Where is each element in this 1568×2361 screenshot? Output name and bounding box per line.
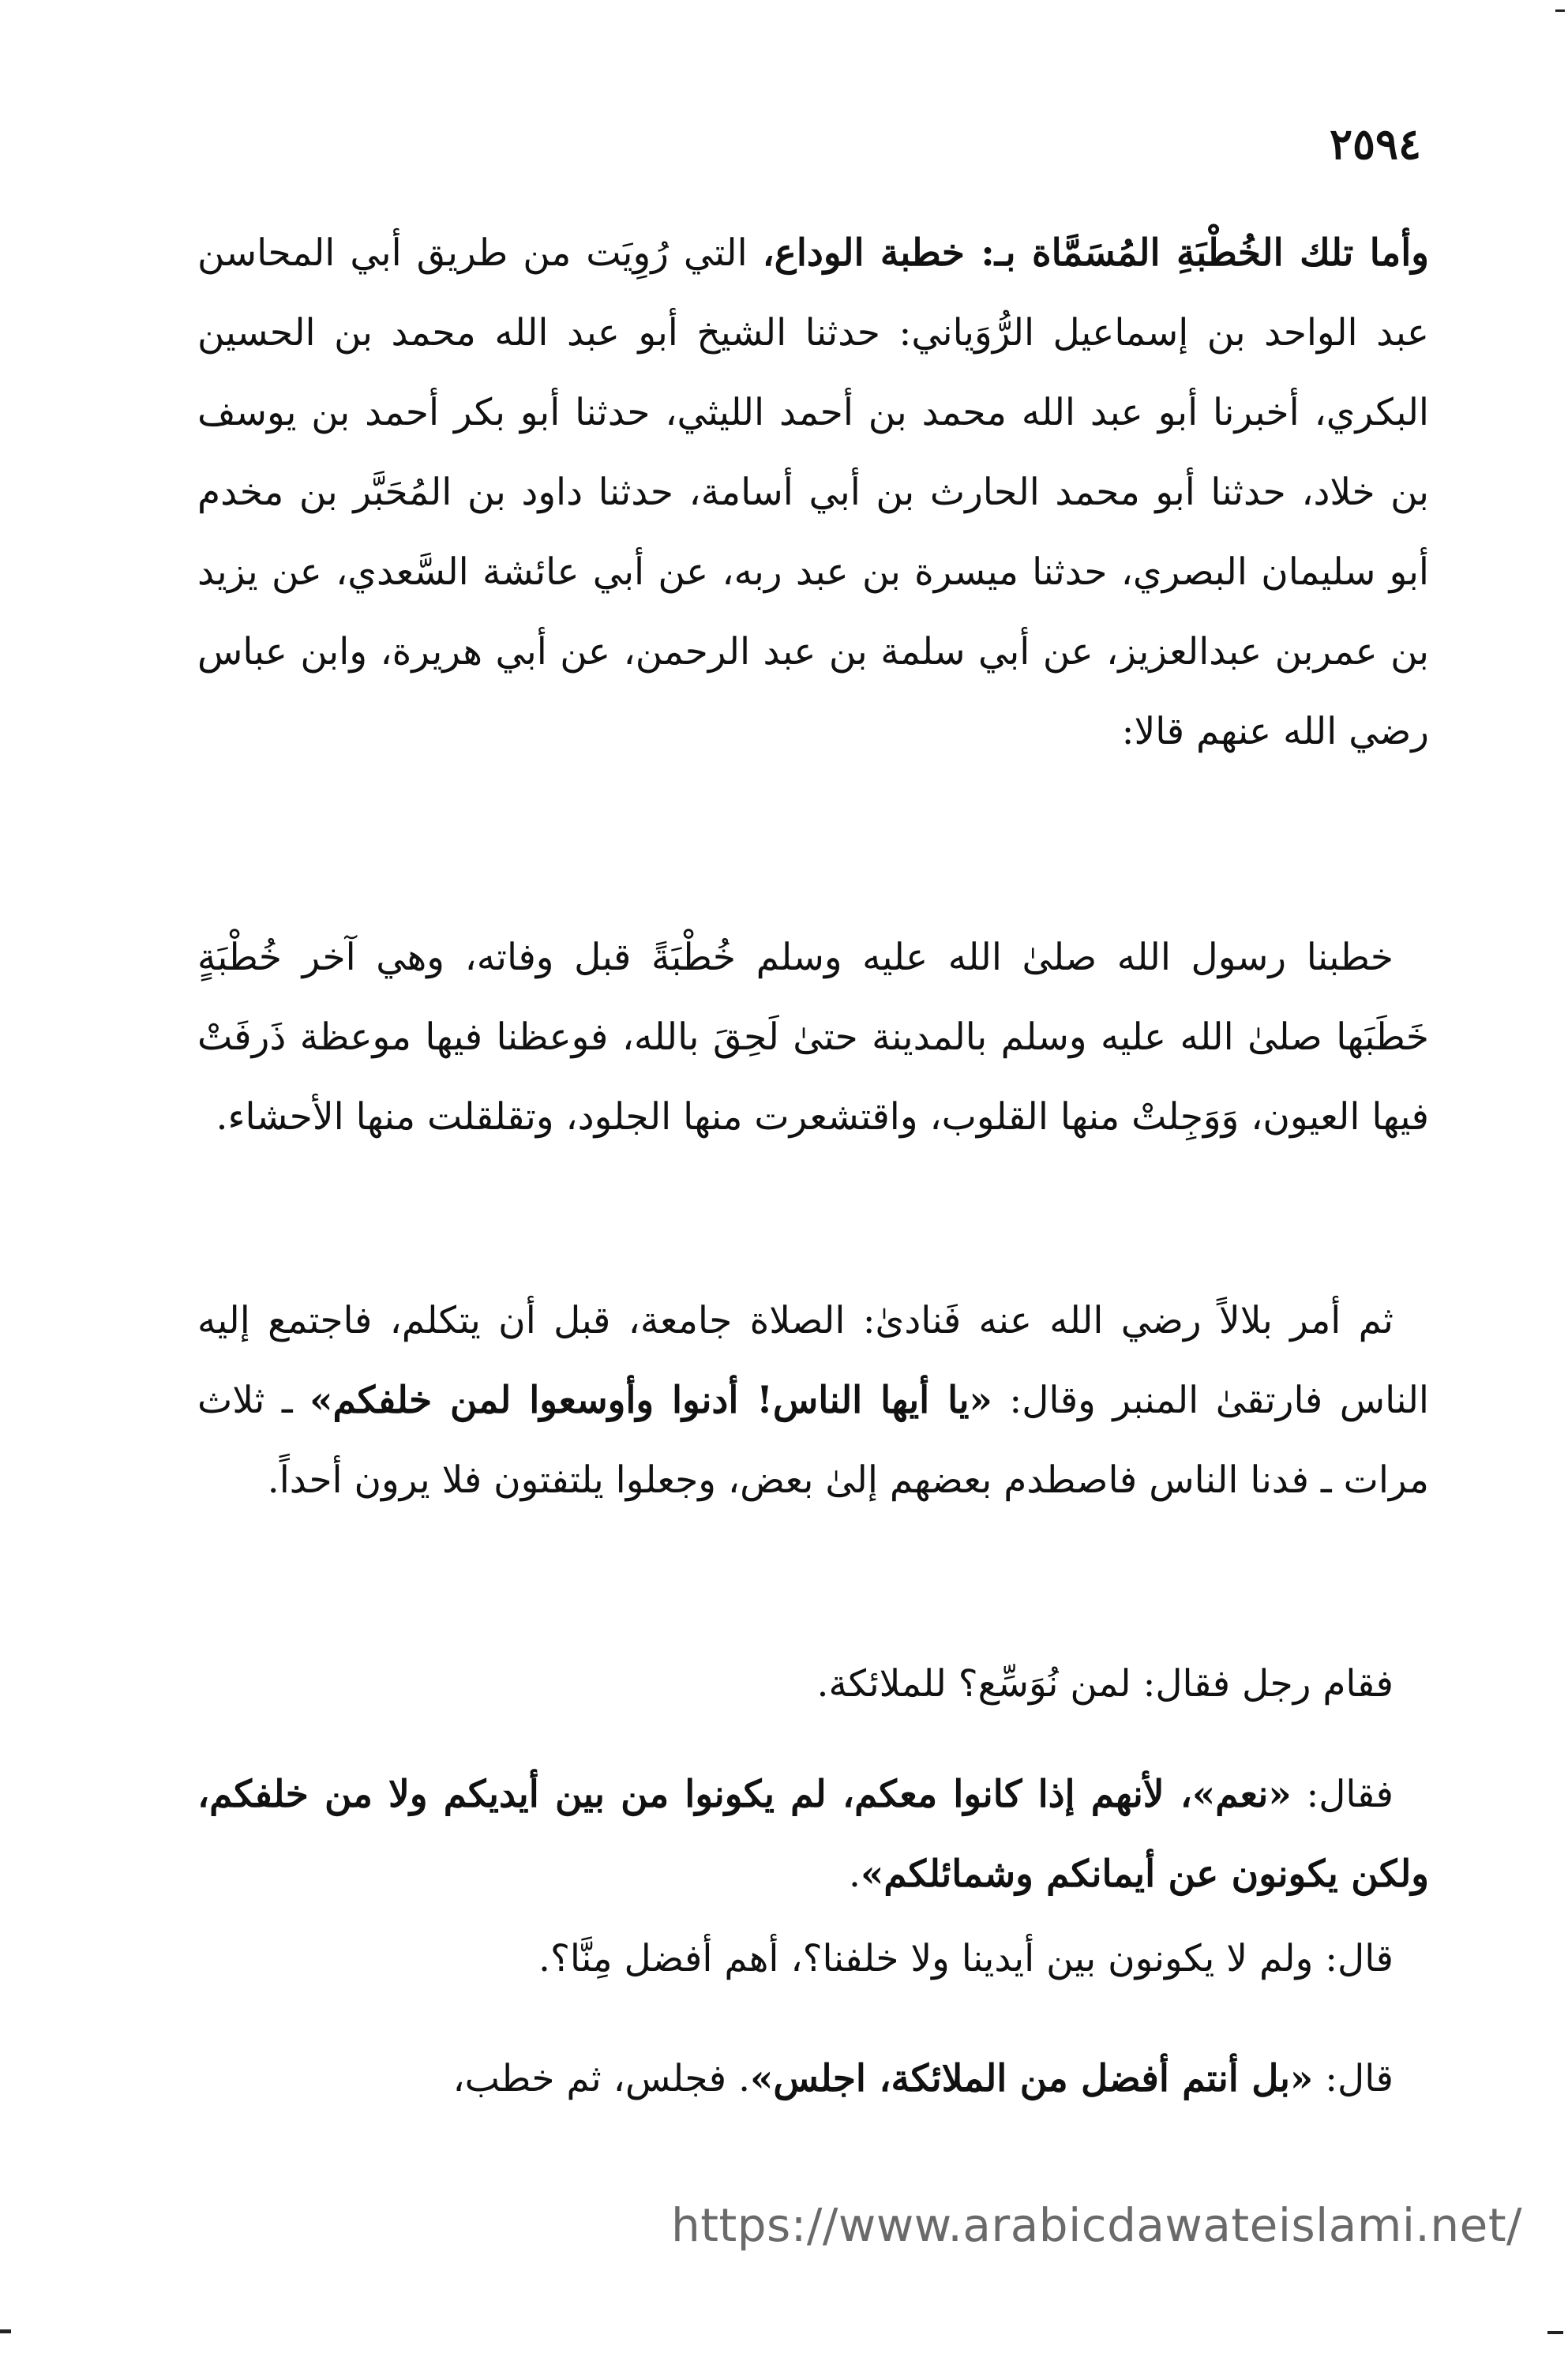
final-prefix: قال: [1313, 2057, 1394, 2100]
final-suffix: . فجلس، ثم خطب، [452, 2057, 751, 2100]
prophet-quote-3: «بل أنتم أفضل من الملائكة، اجلس» [750, 2057, 1314, 2100]
paragraph-man-question [197, 1644, 1429, 1724]
answer-suffix: . [849, 1852, 861, 1896]
page-number: ٢٥٩٤ [1329, 118, 1421, 169]
prophet-quote-2: «نعم»، لأنهم إذا كانوا معكم، لم يكونوا من بين أيديكم ولا من خلفكم، ولكن يكونون عن أيمانكم وشمائلكم» [197, 1773, 1429, 1896]
prophet-quote-1: «يا أيها الناس! أدنوا وأوسعوا لمن خلفكم» [309, 1379, 992, 1422]
sermon-intro-text: خطبنا رسول الله صلىٰ الله عليه وسلم خُطْبَةً قبل وفاته، وهي آخر خُطْبَةٍ خَطَبَها صلىٰ الله عليه وسلم بالمدينة حتىٰ لَحِقَ بالله، فوعظنا فيها موعظة ذَرفَتْ فيها العيون، وَوَجِلتْ منها القلوب، واقتشعرت منها الجلود، وتقلقلت منها الأحشاء. [197, 936, 1429, 1139]
lead-heading-text: وأما تلك الخُطْبَةِ المُسَمَّاة بـ: خطبة الوداع، [762, 231, 1429, 275]
paragraph-sermon-intro [197, 918, 1429, 1157]
paragraph-bilal-call [197, 1281, 1429, 1520]
paragraph-follow-up [197, 1919, 1429, 1999]
scan-mark [0, 2329, 11, 2333]
bilal-call-text: ثم أمر بلالاً رضي الله عنه فَنادىٰ: الصلاة جامعة، قبل أن يتكلم، فاجتمع إليه الناس فارتقىٰ المنبر وقال: [197, 1299, 1429, 1422]
answer-prefix: فقال: [1291, 1773, 1394, 1816]
isnad-text: التي رُوِيَت من طريق أبي المحاسن عبد الواحد بن إسماعيل الرُّوَياني: حدثنا الشيخ أبو عبد الله محمد بن الحسين البكري، أخبرنا أبو عبد الله محمد بن أحمد الليثي، حدثنا أبو بكر أحمد بن يوسف بن خلاد، حدثنا أبو محمد الحارث بن أبي أسامة، حدثنا داود بن المُحَبَّر بن مخدم أبو سليمان البصري، حدثنا ميسرة بن عبد ربه، عن أبي عائشة السَّعدي، عن يزيد بن عمربن عبدالعزيز، عن أبي سلمة بن عبد الرحمن، عن أبي هريرة، وابن عباس رضي الله عنهم قالا: [197, 231, 1429, 753]
crowd-text: ـ ثلاث مرات ـ فدنا الناس فاصطدم بعضهم إلىٰ بعض، وجعلوا يلتفتون فلا يرون أحداً. [197, 1379, 1429, 1502]
scan-mark [1547, 2331, 1563, 2334]
paragraph-final-answer [197, 2039, 1429, 2119]
paragraph-isnad [197, 213, 1429, 771]
paragraph-answer-angels [197, 1755, 1429, 1914]
footer-url[interactable]: https://www.arabicdawateislami.net/ [671, 2198, 1523, 2252]
follow-up-text: قال: ولم لا يكونون بين أيدينا ولا خلفنا؟، أهم أفضل مِنَّا؟. [538, 1937, 1394, 1980]
scan-mark [1555, 9, 1565, 12]
man-question-text: فقام رجل فقال: لمن نُوَسِّع؟ للملائكة. [816, 1662, 1394, 1706]
